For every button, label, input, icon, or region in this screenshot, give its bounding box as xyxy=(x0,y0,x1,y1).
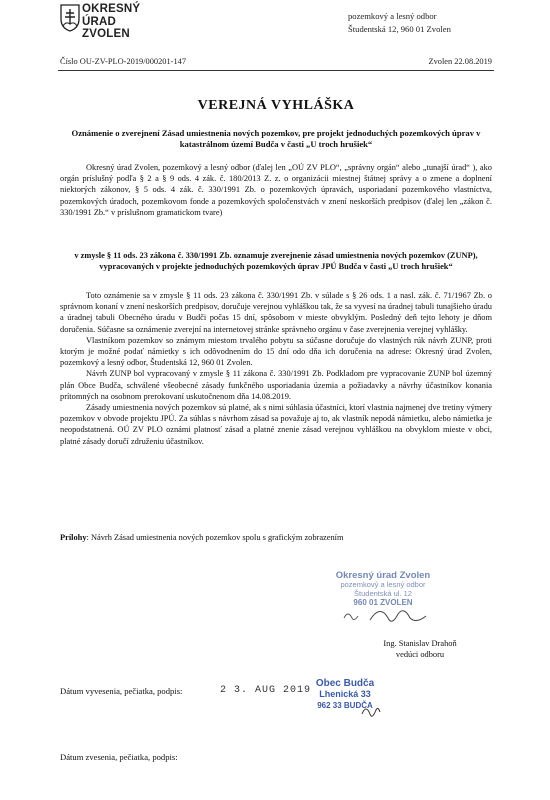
intro-text: Okresný úrad Zvolen, pozemkový a lesný odbor (ďalej len „OÚ ZV PLO“, „správny orgán“ alebo „tunajší úrad“ ), ako orgán príslušný podľa § 2 a § 9 ods. 4 zák. č. 180/2013 Z. z. o organizácii miestnej štátnej správy a o zmene a doplnení niektorých zákonov, § 5 ods. 4 zák. č. 330/1991 Zb. o pozemkových úpravách, usporiadaní pozemkového vlastníctva, pozemkových úradoch, pozemkovom fonde a pozemkových spoločenstvách v znení neskorších predpisov (ďalej len „zákon č. 330/1991 Zb.“ v príslušnom gramatickom tvare) xyxy=(60,163,492,217)
body-section xyxy=(60,290,492,447)
posted-date-stamp: 2 3. AUG 2019 xyxy=(220,685,312,696)
intro-paragraph xyxy=(60,162,492,218)
header-divider xyxy=(58,70,494,71)
lead-paragraph xyxy=(70,250,482,272)
document-title: VEREJNÁ VYHLÁŠKA xyxy=(197,98,355,113)
department: pozemkový a lesný odbor xyxy=(348,11,437,21)
office-name-line: ZVOLEN xyxy=(82,28,130,40)
office-name xyxy=(82,3,192,41)
office-name-line: OKRESNÝ xyxy=(82,3,141,15)
removed-label: Dátum zvesenia, pečiatka, podpis: xyxy=(60,752,178,762)
body-paragraph: Toto oznámenie sa v zmysle § 11 ods. 23 zákona č. 330/1991 Zb. v súlade s § 26 ods. 1 a nasl. zák. č. 71/1967 Zb. o správnom konaní v znení neskorších predpisov, doručuje verejnou vyhláškou tak, že sa vyvesí na úradnej tabuli tunajšieho úradu a úradnej tabuli Obecného úradu v Budči počas 15 dní, spôsobom v mieste obvyklým. Posledný deň tejto lehoty je dňom doručenia. Súčasne sa oznámenie zverejní na internetovej stránke správneho orgánu v čase zverejnenia verejnej vyhlášky. xyxy=(60,291,492,334)
lead-text: v zmysle § 11 ods. 23 zákona č. 330/1991 Zb. oznamuje zverejnenie zásad umiestnenia nových pozemkov (ZUNP), vypracovaných v projekte jednoduchých pozemkových úprav JPÚ Budča v časti „U troch hrušiek“ xyxy=(74,251,478,272)
attachments-label: Prílohy xyxy=(60,533,87,542)
posted-label: Dátum vyvesenia, pečiatka, podpis: xyxy=(60,686,183,696)
attachments xyxy=(60,532,492,543)
attachments-text: : Návrh Zásad umiestnenia nových pozemkov spolu s grafickým zobrazením xyxy=(86,533,344,542)
posting-signature xyxy=(360,700,382,722)
office-stamp-line: pozemkový a lesný odbor xyxy=(340,580,426,589)
body-paragraph: Zásady umiestnenia nových pozemkov sú platné, ak s nimi súhlasia účastníci, ktorí vlastnia najmenej dve tretiny výmery pozemkov v obvode projektu JPÚ. Za súhlas s návrhom zásad sa považuje aj to, ak vlastník nepodá námietku, alebo námietka je neopodstatnená. OÚ ZV PLO oznámi platnosť zásad a platné znenie zásad verejnou vyhláškou na obvyklom mieste v obci, platné zásady doručí združeniu účastníkov. xyxy=(60,403,492,446)
municipal-stamp-line: Obec Budča xyxy=(315,678,375,689)
address: Študentská 12, 960 01 Zvolen xyxy=(348,24,451,34)
department-address xyxy=(348,10,498,36)
reference-row xyxy=(60,57,492,69)
signer-position: vedúci odboru xyxy=(395,650,445,659)
signature-scribble xyxy=(340,600,435,630)
body-paragraph: Návrh ZUNP bol vypracovaný v zmysle § 11 zákona č. 330/1991 Zb. Podkladom pre vypracovanie ZUNP bol územný plán Obce Budča, schválené všeobecné zásady funkčného usporiadania územia a požiadavky a návrhy účastníkov konania prítomných na osobnom prerokovaní uskutočnenom dňa 14.08.2019. xyxy=(60,369,492,401)
reference-number: Číslo OU-ZV-PLO-2019/000201-147 xyxy=(60,57,187,66)
office-stamp-line: 960 01 ZVOLEN xyxy=(353,598,413,607)
municipal-stamp-line: 962 33 BUDČA xyxy=(317,701,373,710)
office-stamp-line: Okresný úrad Zvolen xyxy=(335,570,431,581)
signer-name: Ing. Stanislav Drahoň xyxy=(383,639,457,648)
document-subject: Oznámenie o zverejnení Zásad umiestnenia nových pozemkov, pre projekt jednoduchých pozemkových úprav v katastrálnom území Budča v časti „U troch hrušiek“ xyxy=(71,128,481,149)
office-name-line: ÚRAD xyxy=(82,15,117,28)
municipal-stamp-line: Lhenická 33 xyxy=(319,689,371,699)
signer-block xyxy=(360,638,480,660)
office-stamp-line: Študentská ul. 12 xyxy=(354,589,412,598)
slovak-coat-of-arms-icon xyxy=(60,4,80,32)
document-date: Zvolen 22.08.2019 xyxy=(428,57,492,66)
body-paragraph: Vlastníkom pozemkov so známym miestom trvalého pobytu sa súčasne doručuje do vlastných rúk návrh ZUNP, proti ktorým je možné podať námietky s ich odôvodnením do 15 dní odo dňa ich doručenia na adrese: Okresný úrad Zvolen, pozemkový a lesný odbor, Študentská 12, 960 01 Zvolen. xyxy=(60,335,492,368)
